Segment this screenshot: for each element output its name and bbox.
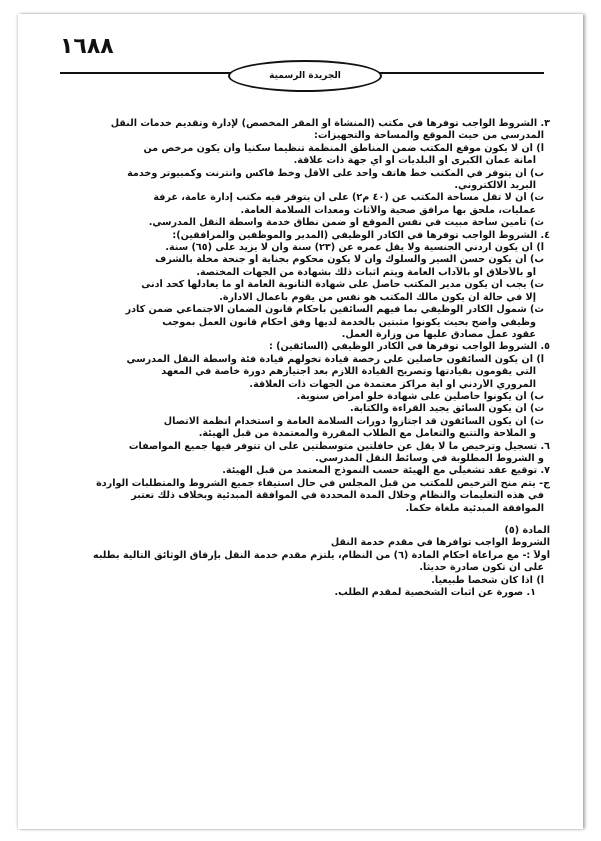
- text-line: أ) أن يكون أردني الجنسية ولا يقل عمره عن (٢٣) سنة وأن لا يزيد على (٦٥) سنة.: [165, 242, 544, 254]
- text-line: في هذه التعليمات والنظام وخلال المدة المحددة في الموافقة المبدئية وبخلاف ذلك تعتبر: [131, 490, 544, 502]
- text-line: أ) أن يكون السائقون حاصلين على رخصة قيادة تخولهم قيادة فئة واسطة النقل المدرسي: [126, 353, 544, 365]
- text-line: و الشروط المطلوبة في وسائط النقل المدرسي.: [315, 452, 544, 464]
- text-line: ب) أن يتوفر في المكتب خط هاتف واحد على الأقل وخط فاكس وانترنت وكمبيوتر وخدمة: [127, 167, 544, 179]
- text-line: ب) أن يكون حسن السير والسلوك وأن لا يكون محكوم بجناية أو جنحة مخلة بالشرف: [155, 254, 544, 266]
- text-line: ٧. توقيع عقد تشغيلي مع الهيئة حسب النموذج المعتمد من قبل الهيئة.: [222, 465, 550, 477]
- text-line: أ) أن لا يكون موقع المكتب ضمن المناطق المنظمة تنظيماً سكنيا وأن يكون مرخص من: [143, 142, 544, 154]
- text-line: المادة (٥): [504, 525, 550, 536]
- text-line: ث) أن يكون السائقون قد اجتازوا دورات السلامة العامة و استخدام أنظمة الاتصال: [163, 415, 544, 427]
- text-line: ج- يتم منح الترخيص للمكتب من قبل المجلس في حال استيفاء جميع الشروط والمتطلبات الواردة: [96, 477, 550, 489]
- text-line: ت) يجب أن يكون مدير المكتب حاصل على شهادة الثانوية العامة أو ما يعادلها كحد أدنى: [141, 279, 544, 291]
- text-line: إلا في حالة أن يكون مالك المكتب هو نفس من يقوم بأعمال الادارة.: [219, 291, 536, 303]
- text-line: البريد الالكتروني.: [454, 180, 536, 192]
- page-number: ١٦٨٨: [60, 34, 114, 59]
- text-line: ث) تأمين ساحة مبيت في نفس الموقع أو ضمن نطاق خدمة واسطة النقل المدرسي.: [148, 217, 544, 229]
- text-line: أو بالأخلاق أو بالآداب العامة ويتم اثبات ذلك بشهادة من الجهات المختصة.: [196, 266, 536, 278]
- text-line: ٣. الشروط الواجب توفرها في مكتب (المنشأة أو المقر المخصص) لإدارة وتقديم خدمات النقل: [110, 118, 550, 129]
- text-line: أمانة عمان الكبرى أو البلديات أو أي جهة ذات علاقة.: [293, 155, 536, 167]
- text-line: ١. صورة عن اثبات الشخصية لمقدم الطلب.: [334, 587, 536, 599]
- text-line: على ان تكون صادرة حديثاً.: [419, 562, 544, 574]
- text-line: ٥. الشروط الواجب توفرها في الكادر الوظيفي (السائقين) :: [268, 341, 550, 353]
- text-line: الموافقة المبدئية ملغاة حكماً.: [405, 502, 544, 514]
- text-line: أ) اذا كان شخصاً طبيعياً.: [431, 574, 544, 586]
- text-line: و الملاحة والتتبع والتعامل مع الطلاب المقررة والمعتمدة من قبل الهيئة.: [198, 428, 536, 440]
- text-line: المدرسي من حيث الموقع والمساحة والتجهيزات:: [313, 130, 544, 142]
- text-line: المروري الأردني أو أية مراكز معتمدة من الجهات ذات العلاقة.: [249, 378, 536, 390]
- text-line: الشروط الواجب توافرها في مقدم خدمة النقل: [330, 537, 550, 549]
- text-line: ب) أن يكونوا حاصلين على شهادة خلو أمراض سنوية.: [296, 390, 544, 402]
- text-line: عقود عمل مصادق عليها من وزارة العمل.: [341, 328, 536, 340]
- gazette-title: الجريدة الرسمية: [269, 71, 341, 81]
- text-line: وظيفي واضح بحيث يكونوا مثبتين بالخدمة لديها وفق أحكام قانون العمل بموجب: [162, 316, 536, 328]
- paragraph-gap: [54, 515, 550, 525]
- text-line: أولاً :- مع مراعاة أحكام المادة (٦) من النظام، يلتزم مقدم خدمة النقل بإرفاق الوثائق التالية بطلبه: [93, 549, 550, 561]
- text-line: عمليات، ملحق بها مرافق صحية والأثاث ومعدات السلامة العامة.: [240, 204, 536, 216]
- gazette-title-badge: [228, 60, 382, 92]
- text-line: ت) أن لا تقل مساحة المكتب عن (٤٠ م٢) على أن يتوفر فيه مكتب إدارة عامة، غرفة: [153, 192, 544, 204]
- document-body: [54, 118, 550, 599]
- text-line: ت) أن يكون السائق يجيد القراءة والكتابة.: [349, 403, 544, 415]
- gazette-page: [18, 14, 583, 829]
- text-line: ث) شمول الكادر الوظيفي بما فيهم السائقين بأحكام قانون الضمان الاجتماعي ضمن كادر: [125, 304, 544, 316]
- text-line: التي يقومون بقيادتها وتصريح القيادة اللازم بعد اجتيازهم دورة خاصة في المعهد: [161, 366, 536, 378]
- text-line: ٦. تسجيل وترخيص ما لا يقل عن حافلتين متوسطتين على ان تتوفر فيها جميع المواصفات: [128, 440, 550, 452]
- text-line: ٤. الشروط الواجب توفرها في الكادر الوظيفي (المدير والموظفين والمرافقين):: [172, 229, 550, 241]
